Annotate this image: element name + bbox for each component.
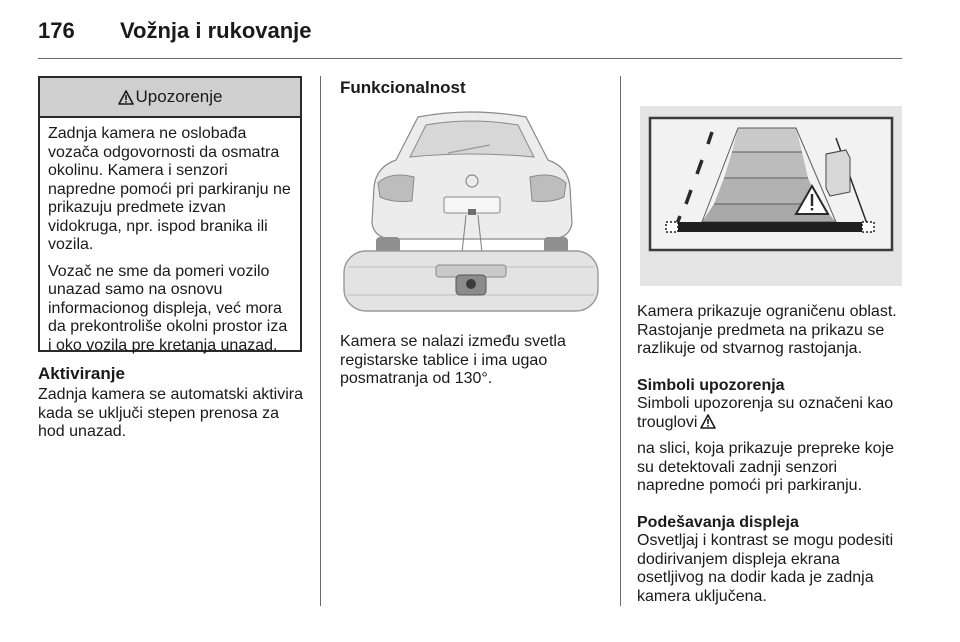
warning-paragraph-1: Zadnja kamera ne oslobađa vozača odgovornosti da osmatra okolinu. Kamera i senzori napredne pomoći pri parkiranju ne prikazuju predmete izvan vidokruga, npr. ispod branika ili vozila.: [48, 125, 291, 253]
column-divider-right: [620, 76, 621, 606]
display-settings-title: Podešavanja displeja: [637, 513, 799, 531]
warning-body: [40, 118, 300, 355]
functionality-title: Funkcionalnost: [340, 78, 466, 97]
warning-symbols-title: Simboli upozorenja: [637, 376, 785, 394]
rear-camera-illustration: [340, 105, 602, 320]
warning-header: [40, 78, 300, 118]
activation-text: Zadnja kamera se automatski aktivira kada se uključi stepen prenosa za hod unazad.: [38, 386, 303, 440]
activation-section: [38, 364, 308, 442]
warning-symbols-text: [637, 395, 907, 432]
camera-location-caption: Kamera se nalazi između svetla registarske tablice i ima ugao posmatranja od 130°.: [340, 333, 566, 387]
warning-symbols-text-after: na slici, koja prikazuje prepreke koje su detektovali zadnji senzori napredne pomoći pri parkiranju.: [637, 440, 895, 494]
activation-title: Aktiviranje: [38, 364, 125, 383]
display-settings-text: Osvetljaj i kontrast se mogu podesiti dodirivanjem displeja ekrana osetljivog na dodir kada je zadnja kamera uključena.: [637, 532, 894, 605]
warning-symbols-text-before: Simboli upozorenja su označeni kao trouglovi: [637, 395, 894, 431]
warning-box: [38, 76, 302, 352]
warning-triangle-icon: [700, 414, 716, 429]
display-description: Kamera prikazuje ograničenu oblast. Rastojanje predmeta na prikazu se razlikuje od stvarnog rastojanja.: [637, 303, 897, 357]
header-rule: [38, 58, 902, 59]
warning-paragraph-2: Vozač ne sme da pomeri vozilo unazad samo na osnovu informacionog displeja, već mora da prekontroliše okolni prostor iza i oko vozila pre kretanja unazad.: [48, 262, 288, 354]
warning-triangle-icon: [118, 90, 134, 105]
right-column-text: [637, 303, 907, 606]
camera-display-illustration: [640, 106, 902, 286]
column-divider-left: [320, 76, 321, 606]
page-heading: Vožnja i rukovanje: [120, 18, 312, 43]
page-number: 176: [38, 18, 75, 43]
warning-title: Upozorenje: [135, 87, 223, 106]
